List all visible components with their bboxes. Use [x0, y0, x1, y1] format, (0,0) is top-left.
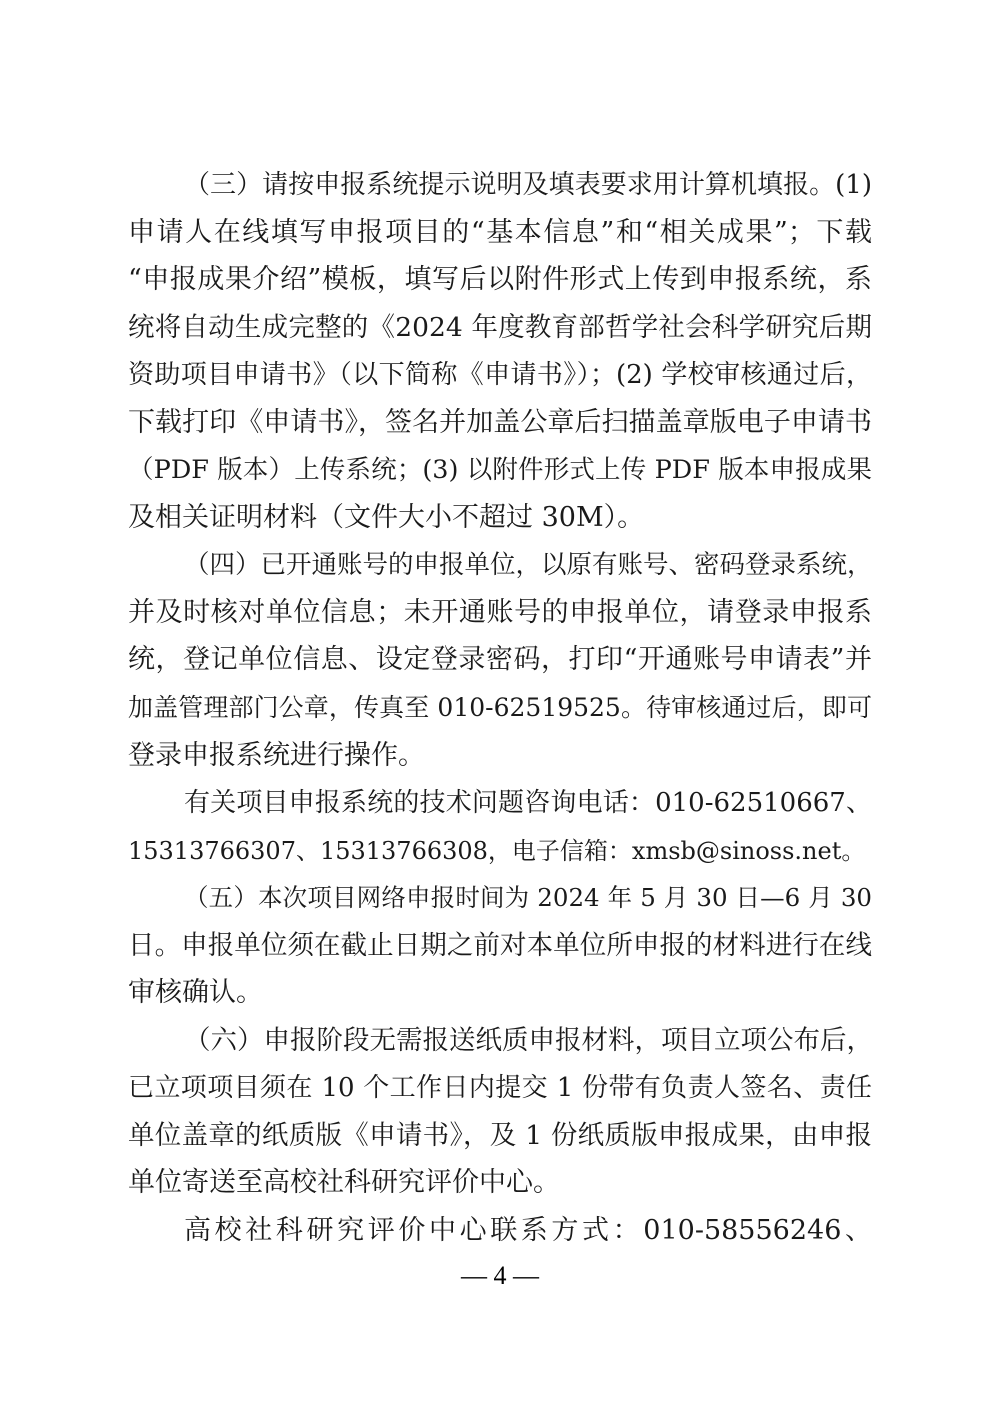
- item-4-line-2: 并及时核对单位信息；未开通账号的申报单位，请登录申报系: [128, 597, 872, 628]
- item-3-line-6: 下载打印《申请书》，签名并加盖公章后扫描盖章版电子申请书: [128, 407, 872, 438]
- item-5-line-2: 日。申报单位须在截止日期之前对本单位所申报的材料进行在线: [128, 930, 872, 961]
- item-3-line-4: 统将自动生成完整的《2024 年度教育部哲学社会科学研究后期: [128, 312, 872, 343]
- item-5-line-1: （五）本次项目网络申报时间为 2024 年 5 月 30 日—6 月 30: [184, 883, 872, 912]
- page-number: — 4 —: [461, 1261, 539, 1290]
- item-6-line-4: 单位寄送至高校社科研究评价中心。: [128, 1167, 560, 1198]
- item-4-line-1: （四）已开通账号的申报单位，以原有账号、密码登录系统，: [184, 550, 873, 580]
- tech-support-line-2: 15313766307、15313766308，电子信箱：xmsb@sinoss.net。: [128, 837, 866, 865]
- item-6-line-1: （六）申报阶段无需报送纸质申报材料，项目立项公布后，: [184, 1025, 873, 1056]
- item-4-line-4: 加盖管理部门公章，传真至 010-62519525。待审核通过后，即可: [128, 693, 872, 722]
- item-4-line-3: 统，登记单位信息、设定登录密码，打印“开通账号申请表”并: [128, 644, 872, 675]
- tech-support-line-1: 有关项目申报系统的技术问题咨询电话：010-62510667、: [184, 788, 872, 818]
- item-3-line-3: “申报成果介绍”模板，填写后以附件形式上传到申报系统，系: [128, 264, 872, 295]
- item-3-line-5: 资助项目申请书》（以下简称《申请书》）；(2) 学校审核通过后，: [128, 360, 872, 390]
- item-6-line-3: 单位盖章的纸质版《申请书》，及 1 份纸质版申报成果，由申报: [128, 1120, 872, 1151]
- item-3-line-7: （PDF 版本）上传系统；(3) 以附件形式上传 PDF 版本申报成果: [128, 455, 872, 485]
- contact-line-1: 高校社科研究评价中心联系方式：010-58556246、: [184, 1215, 872, 1246]
- item-3-line-2: 申请人在线填写申报项目的“基本信息”和“相关成果”；下载: [128, 217, 872, 248]
- item-3-line-1: （三）请按申报系统提示说明及填表要求用计算机填报。(1): [184, 170, 872, 200]
- item-3-line-8: 及相关证明材料（文件大小不超过 30M）。: [128, 502, 645, 533]
- item-5-line-3: 审核确认。: [128, 977, 263, 1008]
- item-6-line-2: 已立项项目须在 10 个工作日内提交 1 份带有负责人签名、责任: [128, 1073, 872, 1103]
- item-4-line-5: 登录申报系统进行操作。: [128, 740, 425, 771]
